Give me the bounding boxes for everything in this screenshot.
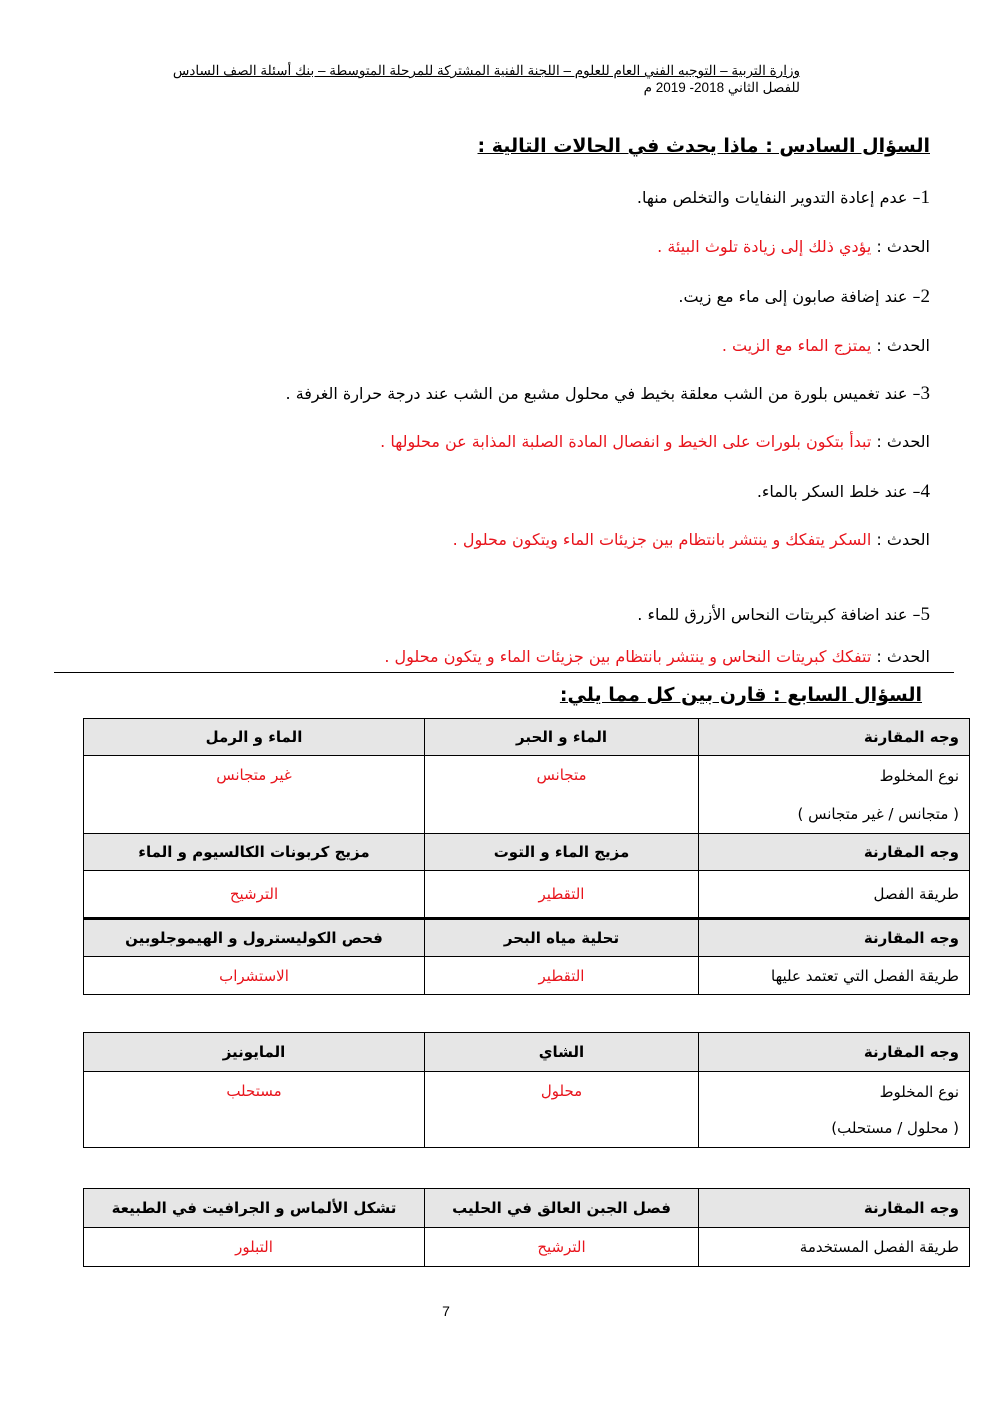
header-cell: تحلية مياه البحر bbox=[425, 919, 699, 957]
value-cell: الاستشراب bbox=[84, 957, 425, 995]
section-divider bbox=[54, 672, 954, 673]
value-cell: التقطير bbox=[425, 957, 699, 995]
header-cell: تشكل الألماس و الجرافيت في الطبيعة bbox=[84, 1189, 425, 1228]
table-row bbox=[84, 1072, 970, 1148]
table-header-row bbox=[84, 919, 970, 957]
value-cell: مستحلب bbox=[84, 1072, 425, 1148]
q6-answer-5: الحدث : تتفكك كبريتات النحاس و ينتشر بانتظام بين جزيئات الماء و يتكون محلول . bbox=[384, 647, 930, 666]
value-cell: متجانس bbox=[425, 756, 699, 834]
value-cell: الترشيح bbox=[84, 871, 425, 919]
question-7-title: السؤال السابع : قارن بين كل مما يلي: bbox=[559, 684, 922, 706]
header-cell: فصل الجبن العالق في الحليب bbox=[425, 1189, 699, 1228]
row-label-cell: طريقة الفصل bbox=[699, 871, 970, 919]
header-cell: الماء و الرمل bbox=[84, 719, 425, 756]
row-label-cell: طريقة الفصل المستخدمة bbox=[699, 1228, 970, 1267]
header-cell: وجه المقارنة bbox=[699, 719, 970, 756]
row-label-cell: نوع المخلوط ( محلول / مستحلب) bbox=[699, 1072, 970, 1148]
header-cell: وجه المقارنة bbox=[699, 1189, 970, 1228]
page-number: 7 bbox=[442, 1303, 450, 1319]
page-header bbox=[160, 62, 800, 96]
q6-item-2: 2– عند إضافة صابون إلى ماء مع زيت. bbox=[678, 286, 930, 307]
comparison-table-2 bbox=[83, 1032, 970, 1148]
table-row bbox=[84, 1228, 970, 1267]
table-header-row bbox=[84, 1189, 970, 1228]
value-cell: محلول bbox=[425, 1072, 699, 1148]
table-row bbox=[84, 957, 970, 995]
table-row bbox=[84, 871, 970, 919]
table-header-row bbox=[84, 719, 970, 756]
value-cell: الترشيح bbox=[425, 1228, 699, 1267]
header-cell: مزيج كربونات الكالسيوم و الماء bbox=[84, 834, 425, 871]
header-cell: وجه المقارنة bbox=[699, 1033, 970, 1072]
q6-answer-4: الحدث : السكر يتفكك و ينتشر بانتظام بين جزيئات الماء ويتكون محلول . bbox=[452, 530, 930, 549]
header-cell: مزيج الماء و التوت bbox=[425, 834, 699, 871]
q6-answer-2: الحدث : يمتزج الماء مع الزيت . bbox=[721, 336, 930, 355]
header-cell: فحص الكوليسترول و الهيموجلوبين bbox=[84, 919, 425, 957]
q6-answer-3: الحدث : تبدأ بتكون بلورات على الخيط و انفصال المادة الصلبة المذابة عن محلولها . bbox=[380, 432, 930, 451]
q6-item-4: 4– عند خلط السكر بالماء. bbox=[756, 481, 930, 502]
q6-answer-1: الحدث : يؤدي ذلك إلى زيادة تلوث البيئة . bbox=[657, 237, 930, 256]
comparison-table-3 bbox=[83, 1188, 970, 1267]
value-cell: التقطير bbox=[425, 871, 699, 919]
header-cell: وجه المقارنة bbox=[699, 834, 970, 871]
header-cell: المايونيز bbox=[84, 1033, 425, 1072]
row-label-cell: طريقة الفصل التي تعتمد عليها bbox=[699, 957, 970, 995]
row-label-cell: نوع المخلوط ( متجانس / غير متجانس ) bbox=[699, 756, 970, 834]
q6-item-1: 1– عدم إعادة التدوير النفايات والتخلص منها. bbox=[636, 187, 930, 208]
header-line-1: وزارة التربية – التوجيه الفني العام للعلوم – اللجنة الفنية المشتركة للمرحلة المتوسطة – بنك أسئلة الصف السادس bbox=[172, 63, 800, 78]
header-cell: الشاي bbox=[425, 1033, 699, 1072]
table-header-row bbox=[84, 834, 970, 871]
question-6-title: السؤال السادس : ماذا يحدث في الحالات التالية : bbox=[477, 135, 930, 157]
comparison-table-1 bbox=[83, 718, 970, 995]
value-cell: غير متجانس bbox=[84, 756, 425, 834]
value-cell: التبلور bbox=[84, 1228, 425, 1267]
header-cell: وجه المقارنة bbox=[699, 919, 970, 957]
q6-item-5: 5– عند اضافة كبريتات النحاس الأزرق للماء . bbox=[637, 604, 930, 625]
q6-item-3: 3– عند تغميس بلورة من الشب معلقة بخيط في محلول مشبع من الشب عند درجة حرارة الغرفة . bbox=[285, 383, 930, 404]
table-row bbox=[84, 756, 970, 834]
table-header-row bbox=[84, 1033, 970, 1072]
header-line-2: للفصل الثاني 2018- 2019 م bbox=[643, 80, 800, 95]
header-cell: الماء و الحبر bbox=[425, 719, 699, 756]
